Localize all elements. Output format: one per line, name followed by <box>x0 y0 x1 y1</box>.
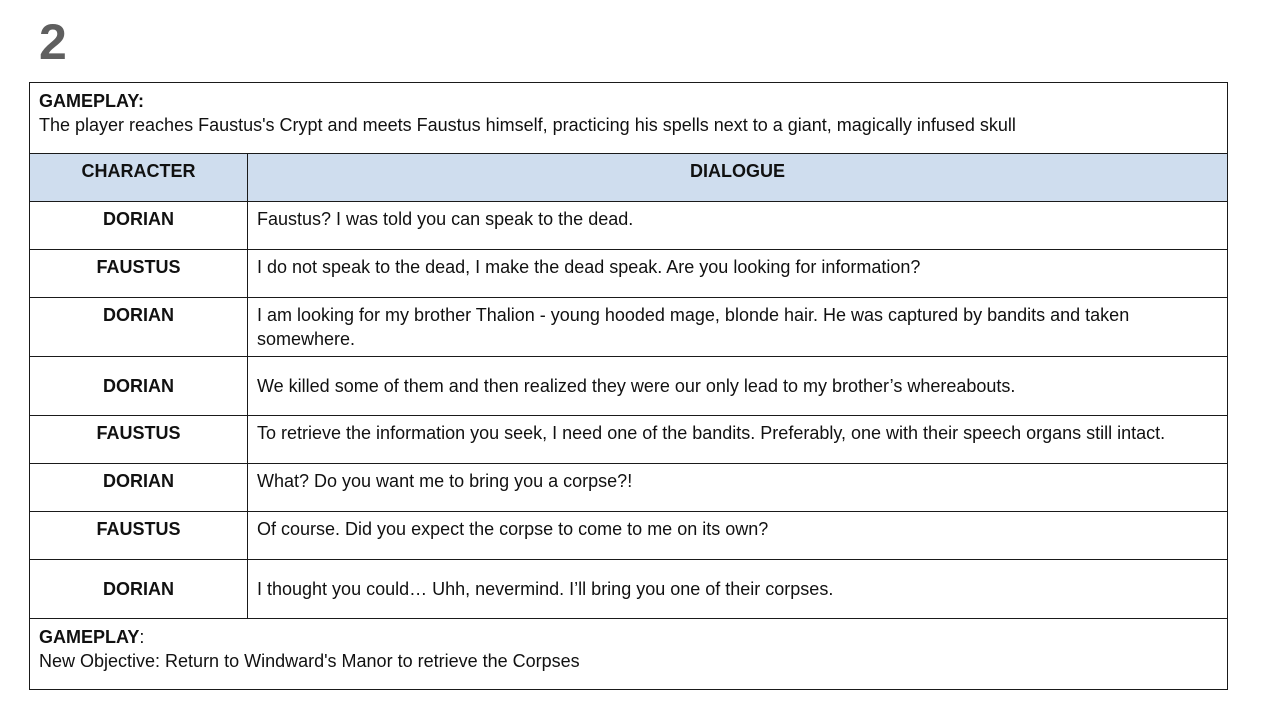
character-name: DORIAN <box>30 298 248 357</box>
dialogue-line: I am looking for my brother Thalion - young hooded mage, blonde hair. He was captured by bandits and taken somewhere. <box>248 298 1228 357</box>
character-name: DORIAN <box>30 464 248 512</box>
dialogue-row <box>30 202 1228 250</box>
character-name: FAUSTUS <box>30 416 248 464</box>
character-column-header: CHARACTER <box>30 154 248 202</box>
dialogue-line: What? Do you want me to bring you a corpse?! <box>248 464 1228 512</box>
dialogue-line: To retrieve the information you seek, I need one of the bandits. Preferably, one with their speech organs still intact. <box>248 416 1228 464</box>
dialogue-column-header: DIALOGUE <box>248 154 1228 202</box>
outro-gameplay-text: New Objective: Return to Windward's Manor to retrieve the Corpses <box>39 651 580 671</box>
dialogue-row <box>30 464 1228 512</box>
dialogue-line: I do not speak to the dead, I make the dead speak. Are you looking for information? <box>248 250 1228 298</box>
dialogue-line: I thought you could… Uhh, nevermind. I’ll bring you one of their corpses. <box>248 560 1228 619</box>
outro-gameplay-colon: : <box>139 627 145 647</box>
dialogue-line: Of course. Did you expect the corpse to come to me on its own? <box>248 512 1228 560</box>
outro-gameplay-row <box>30 619 1228 690</box>
outro-gameplay-label: GAMEPLAY <box>39 627 140 647</box>
intro-gameplay-cell <box>30 83 1228 154</box>
character-name: DORIAN <box>30 357 248 416</box>
character-name: DORIAN <box>30 560 248 619</box>
dialogue-row <box>30 560 1228 619</box>
dialogue-row <box>30 512 1228 560</box>
dialogue-row <box>30 298 1228 357</box>
character-name: FAUSTUS <box>30 512 248 560</box>
character-name: DORIAN <box>30 202 248 250</box>
table-header-row <box>30 154 1228 202</box>
dialogue-row <box>30 250 1228 298</box>
character-name: FAUSTUS <box>30 250 248 298</box>
outro-gameplay-cell <box>30 619 1228 690</box>
intro-gameplay-label: GAMEPLAY: <box>39 91 145 111</box>
page-number: 2 <box>39 14 67 70</box>
intro-gameplay-text: The player reaches Faustus's Crypt and meets Faustus himself, practicing his spells next to a giant, magically infused skull <box>39 115 1016 135</box>
dialogue-line: Faustus? I was told you can speak to the dead. <box>248 202 1228 250</box>
dialogue-line: We killed some of them and then realized they were our only lead to my brother’s whereabouts. <box>248 357 1228 416</box>
intro-gameplay-row <box>30 83 1228 154</box>
outro-gameplay-heading <box>39 625 1218 649</box>
dialogue-row <box>30 357 1228 416</box>
dialogue-row <box>30 416 1228 464</box>
dialogue-script-table <box>29 82 1228 690</box>
